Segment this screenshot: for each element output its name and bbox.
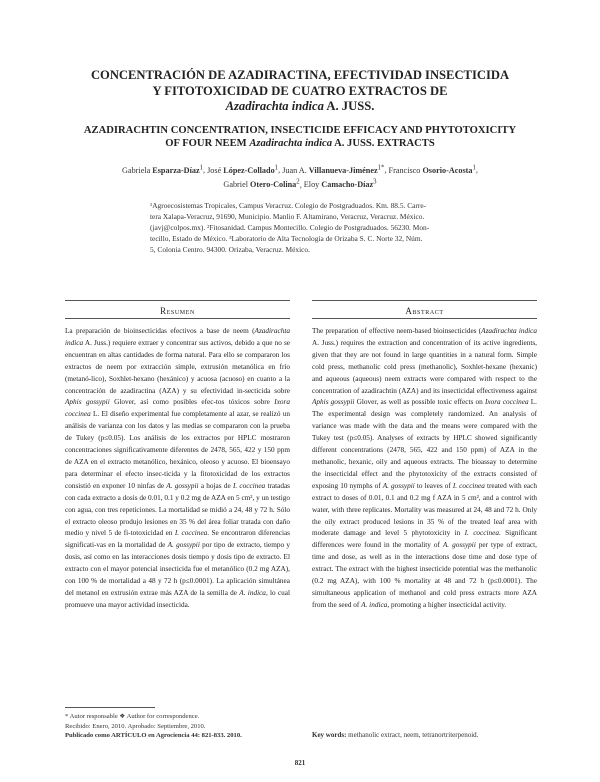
title-spanish	[60, 68, 540, 115]
keywords	[312, 731, 537, 739]
divider	[65, 318, 290, 319]
affiliation-line: tera Xalapa-Veracruz, 91690, Municipio. Manlio F. Altamirano, Veracruz, Veracruz. México.	[150, 212, 425, 221]
divider	[312, 318, 537, 319]
affiliation-line: tecillo, Estado de México. ³Laboratorio de Alta Tecnología de Orizaba S. C. Norte 32, Núm.	[150, 234, 423, 243]
resumen-heading: Resumen	[160, 306, 195, 316]
affiliation-line: ¹Agroecosistemas Tropicales, Campus Veracruz. Colegio de Postgraduados. Km. 88.5. Carre-	[150, 201, 427, 210]
title-en-line2	[70, 137, 530, 150]
affiliations	[150, 200, 450, 255]
abstract-heading: Abstract	[405, 306, 444, 316]
author: Francisco Osorio-Acosta$^1$	[388, 164, 476, 175]
divider	[65, 300, 290, 301]
footnote-divider	[65, 707, 155, 708]
divider	[312, 300, 537, 301]
affiliation-line: 5, Colonia Centro. 94300. Orizaba, Veracruz. México.	[150, 245, 310, 254]
title-es-line2: Y FITOTOXICIDAD DE CUATRO EXTRACTOS DE	[152, 83, 448, 98]
affiliation-line: (javj@colpos.mx). ²Fitosanidad. Campus Montecillo. Colegio de Postgraduados. 56230. Mon-	[150, 223, 430, 232]
author-list	[80, 162, 520, 191]
page-number: 821	[294, 759, 306, 767]
title-en-line1: AZADIRACHTIN CONCENTRATION, INSECTICIDE EFFICACY AND PHYTOTOXICITY	[83, 125, 517, 136]
footnote-received: Recibido: Enero, 2010. Aprobado: Septiembre, 2010.	[65, 722, 206, 730]
title-es-line1: CONCENTRACIÓN DE AZADIRACTINA, EFECTIVIDAD INSECTICIDA	[90, 68, 510, 82]
title-en-species: Azadirachta indica	[249, 138, 333, 149]
title-en-suffix: A. JUSS. EXTRACTS	[332, 138, 435, 149]
keywords-label: Key words:	[312, 731, 347, 739]
resumen-body: La preparación de bioinsecticidas efectivos a base de neem (Azadirachta indica A. Juss.) requiere extraer y concentrar sus activos, debido a que no se encuentran en altas cantidades de forma natural. Para ello se compararon los extractos de neem por extracción simple, extrusión metanólica en frío (metanó-lico), Soxhlet-hexano (hexánico) y acuosa (acuoso) en cuanto a la concentración de azadiractina (AZA) y su efectividad in-secticida sobre Aphis gossypii Glover, así como posibles efec-tos tóxicos sobre Ixora coccinea L. El diseño experimental fue completamente al azar, se realizó un análisis de varianza con los datos y las medias se compararon con la prueba de Tukey (p≤0.05). Los análisis de los extractos por HPLC mostraron concentraciones significativamente diferentes de 2478, 565, 422 y 150 ppm de AZA en el extracto metanólico, hexánico, oleoso y acuoso. El bioensayo para determinar el efecto insec-ticida y la fitotoxicidad de los extractos consistió en exponer 10 ninfas de A. gossypii a hojas de I. coccinea tratadas con cada extracto a dosis de 0.01, 0.1 y 0.2 mg de AZA en 5 cm², y un testigo con agua, con tres repeticiones. La mortalidad se midió a 24, 48 y 72 h. Sólo el extracto oleoso produjo lesiones en 35 % del área foliar tratada con daño medio y nivel 5 de fi-totoxicidad en I. coccinea. Se encontraron diferencias significati-vas en la mortalidad de A. gossypii por tipo de extracto, tiempo y dosis, así como en las interacciones dosis tiempo y dosis tipo de extracto. El extracto con el mayor potencial insecticida fue el metanólico (0.2 mg AZA), con 100 % de mortalidad a 48 y 72 h (p≤0.0001). La aplicación simultánea del metanol en extrusión extrae más AZA de la semilla de A. indica, lo cual promueve una mayor actividad insecticida.	[65, 327, 291, 609]
author-line-1: Gabriela Esparza-Díaz$^1$, José López-Collado$^1$, Juan A. Villanueva-Jiménez$^{1*}$, Francisco Osorio-Acosta$^1$,	[122, 164, 478, 175]
title-es-suffix: A. JUSS.	[323, 99, 375, 113]
keywords-text: methanolic extract, neem, tetranortriterpenoid.	[346, 731, 479, 739]
author: José López-Collado$^1$	[207, 164, 279, 175]
abstract-body: The preparation of effective neem-based bioinsecticides (Azadirachta indica A. Juss.) requires the extraction and concentration of its active ingredients, given that they are not found in large quantities in a natural form. Simple cold press, methanolic cold press (methanolic), Soxhlet-hexane (hexanic) and aqueous (aqueous) neem extracts were compared with respect to the concentration of azadirachtin (AZA) and its insecticidal effectiveness against Aphis gossypii Glover, as well as possible toxic effects on Ixora coccinea L. The experimental design was completely randomized. An analysis of variance was made with the data and the means were compared with the Tukey test (p≤0.05). Analyses of extracts by HPLC showed significantly different concentrations (2478, 565, 422 and 150 ppm) of AZA in the methanolic, hexanic, oily and aqueous extracts. The bioassay to determine the insecticidal effect and the phytotoxicity of the extracts consisted of exposing 10 nymphs of A. gossypii to leaves of I. coccinea treated with each extract to doses of 0.01, 0.1 and 0.2 mg f AZA in 5 cm², and a control with water, with three replicates. Mortality was measured at 24, 48 and 72 h. Only the oily extract produced lesions in 35 % of the treated leaf area with moderate damage and level 5 phytotoxicity in I. coccinea. Significant differences were found in the mortality of A. gossypii per type of extract, time and dose, as well as in the interactions dose time and dose type of extract. The extract with the highest insecticide potential was the methanolic (0.2 mg AZA), with 100 % mortality at 48 and 72 h (p≤0.0001). The simultaneous application of methanol and cold press extracts more AZA from the seed of A. indica, promoting a higher insecticidal activity.	[312, 327, 537, 609]
title-es-species: Azadirachta indica	[225, 99, 324, 113]
title-en-prefix: OF FOUR NEEM	[165, 138, 250, 149]
author: Gabriel Otero-Colina$^2$	[223, 178, 300, 190]
title-es-line3	[60, 99, 540, 115]
footnote-published: Publicado como ARTÍCULO en Agrociencia 44: 821-833. 2010.	[65, 732, 242, 740]
author: Eloy Camacho-Díaz$^3$	[303, 178, 377, 190]
author: Gabriela Esparza-Díaz$^1$	[122, 164, 204, 175]
footnotes	[65, 712, 305, 741]
author: Juan A. Villanueva-Jiménez$^{1*}$	[282, 164, 385, 175]
footnote-author: * Autor responsable ❖ Author for correspondence.	[65, 713, 200, 720]
title-english	[70, 124, 530, 150]
author-line-2: Gabriel Otero-Colina$^2$, Eloy Camacho-Díaz$^3$	[223, 178, 377, 190]
